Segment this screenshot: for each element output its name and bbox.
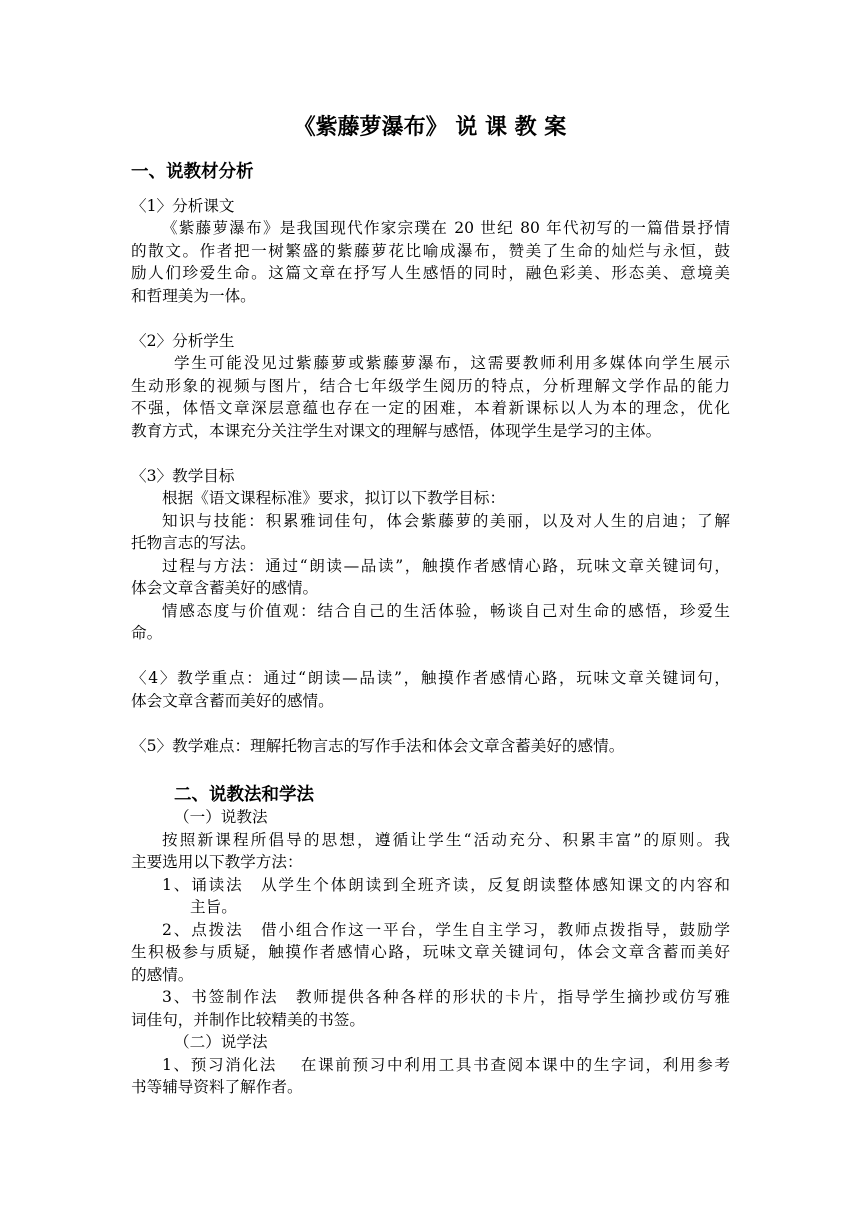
- paragraph-line: 学生可能没见过紫藤萝或紫藤萝瀑布，这需要教师利用多媒体向学生展示: [174, 354, 730, 372]
- paragraph-line: 情感态度与价值观：结合自己的生活体验，畅谈自己对生命的感悟，珍爱生: [162, 602, 730, 620]
- paragraph-line: 按照新课程所倡导的思想，遵循让学生“活动充分、积累丰富”的原则。我: [162, 831, 730, 849]
- document-title: 《紫藤萝瀑布》 说 课 教 案: [293, 115, 567, 140]
- subsection-label-2: 〈2〉分析学生: [131, 332, 235, 350]
- section-heading-1: 一、说教材分析: [131, 162, 254, 182]
- list-item-line: 主旨。: [190, 898, 237, 916]
- paragraph-line: 不强，体悟文章深层意蕴也存在一定的困难，本着新课标以人为本的理念，优化: [131, 399, 730, 417]
- paragraph-line: 《紫藤萝瀑布》是我国现代作家宗璞在 20 世纪 80 年代初写的一篇借景抒情: [162, 219, 730, 237]
- paragraph-line: 主要选用以下教学方法：: [131, 853, 303, 871]
- paragraph-line: 命。: [131, 624, 163, 642]
- paragraph-line: 托物言志的写法。: [131, 534, 256, 552]
- paragraph-line: 体会文章含蓄而美好的感情。: [131, 692, 334, 710]
- paragraph-line: 生动形象的视频与图片，结合七年级学生阅历的特点，分析理解文学作品的能力: [131, 377, 730, 395]
- list-item-line: 的感情。: [131, 966, 194, 984]
- list-item-line: 书等辅导资料了解作者。: [131, 1078, 303, 1096]
- paragraph-line: 励人们珍爱生命。这篇文章在抒写人生感悟的同时，融色彩美、形态美、意境美: [131, 264, 730, 282]
- list-item-line: 1、诵读法 从学生个体朗读到全班齐读，反复朗读整体感知课文的内容和: [162, 876, 730, 894]
- subsection-label-1: 〈1〉分析课文: [131, 197, 235, 215]
- list-item-line: 2、点拨法 借小组合作这一平台，学生自主学习，教师点拨指导，鼓励学: [162, 921, 730, 939]
- paragraph-line: 过程与方法：通过“朗读—品读”，触摸作者感情心路，玩味文章关键词句，: [162, 557, 730, 575]
- section-heading-2: 二、说教法和学法: [174, 785, 314, 805]
- paragraph-line: 体会文章含蓄美好的感情。: [131, 579, 319, 597]
- list-item-line: 词佳句，并制作比较精美的书签。: [131, 1011, 365, 1029]
- paragraph-line: 根据《语文课程标准》要求，拟订以下教学目标：: [162, 489, 506, 507]
- paragraph-line: 教育方式，本课充分关注学生对课文的理解与感悟，体现学生是学习的主体。: [131, 422, 662, 440]
- paragraph-line: 知识与技能：积累雅词佳句，体会紫藤萝的美丽，以及对人生的启迪；了解: [162, 512, 730, 530]
- list-item-line: 1、预习消化法 在课前预习中利用工具书查阅本课中的生字词，利用参考: [162, 1056, 730, 1074]
- paragraph-line: 和哲理美为一体。: [131, 287, 256, 305]
- paragraph-line: 的散文。作者把一树繁盛的紫藤萝花比喻成瀑布，赞美了生命的灿烂与永恒，鼓: [131, 242, 730, 260]
- subsection-label-learning-methods: （二）说学法: [174, 1033, 268, 1051]
- list-item-line: 生积极参与质疑，触摸作者感情心路，玩味文章关键词句，体会文章含蓄而美好: [131, 943, 730, 961]
- list-item-line: 3、书签制作法 教师提供各种各样的形状的卡片，指导学生摘抄或仿写雅: [162, 988, 730, 1006]
- paragraph-line: 〈5〉教学难点：理解托物言志的写作手法和体会文章含蓄美好的感情。: [131, 737, 625, 755]
- subsection-label-teaching-methods: （一）说教法: [174, 808, 268, 826]
- subsection-label-3: 〈3〉教学目标: [131, 467, 235, 485]
- paragraph-line: 〈4〉教学重点：通过“朗读—品读”，触摸作者感情心路，玩味文章关键词句，: [131, 669, 730, 687]
